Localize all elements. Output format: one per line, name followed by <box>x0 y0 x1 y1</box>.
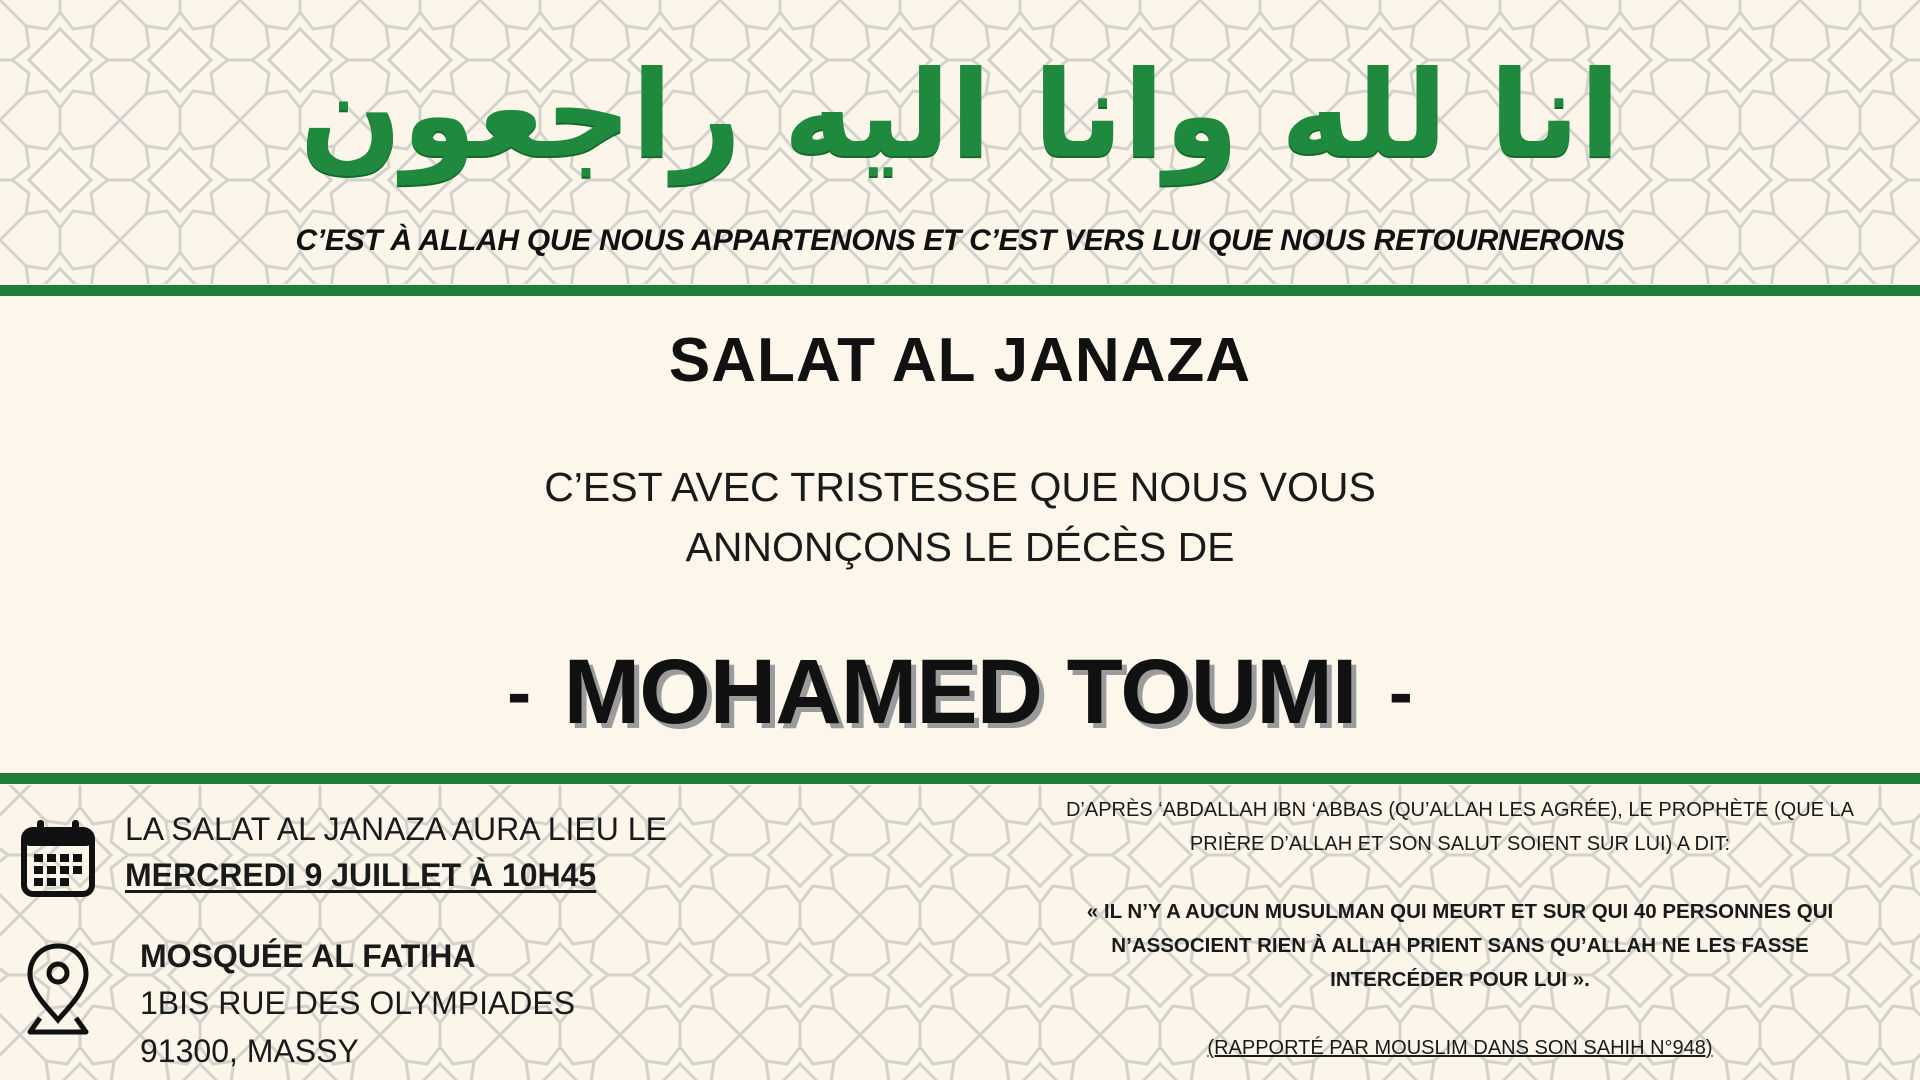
hadith-block <box>1050 794 1870 1080</box>
announcement-line-2: ANNONÇONS LE DÉCÈS DE <box>685 524 1235 570</box>
top-green-divider <box>0 285 1920 296</box>
calligraphy-text: انا لله وانا اليه راجعون <box>299 45 1621 185</box>
hadith-intro-line-1: D’APRÈS ‘ABDALLAH IBN ‘ABBAS (QU’ALLAH LES AGRÉE), LE PROPHÈTE (QUE LA <box>1065 799 1855 821</box>
page-title: SALAT AL JANAZA <box>668 326 1252 395</box>
hadith-quote-line-1: « IL N’Y A AUCUN MUSULMAN QUI MEURT ET SUR QUI 40 PERSONNES QUI <box>1086 900 1834 923</box>
deceased-name-row <box>0 640 1920 745</box>
announcement-line-1: C’EST AVEC TRISTESSE QUE NOUS VOUS <box>544 464 1376 510</box>
event-intro: LA SALAT AL JANAZA AURA LIEU LE <box>125 811 667 847</box>
hadith-quote-line-3: INTERCÉDER POUR LUI ». <box>1330 968 1590 991</box>
deceased-name: MOHAMED TOUMI <box>563 641 1357 743</box>
calendar-icon <box>20 818 96 903</box>
location-pin-icon <box>26 942 90 1043</box>
address-line-1: 1BIS RUE DES OLYMPIADES <box>140 985 576 1021</box>
event-datetime: MERCREDI 9 JUILLET À 10H45 <box>125 857 597 893</box>
name-dash-right: - <box>1388 652 1413 733</box>
calligraphy-translation: C’EST À ALLAH QUE NOUS APPARTENONS ET C’EST VERS LUI QUE NOUS RETOURNERONS <box>295 224 1625 257</box>
hadith-source: (RAPPORTÉ PAR MOUSLIM DANS SON SAHIH N°948) <box>1207 1037 1713 1059</box>
mosque-name: MOSQUÉE AL FATIHA <box>140 938 476 974</box>
hadith-quote-line-2: N’ASSOCIENT RIEN À ALLAH PRIENT SANS QU’ALLAH NE LES FASSE <box>1111 934 1809 957</box>
arabic-calligraphy <box>299 10 1621 220</box>
bottom-green-divider <box>0 773 1920 784</box>
name-dash-left: - <box>507 652 532 733</box>
hadith-intro-line-2: PRIÈRE D’ALLAH ET SON SALUT SOIENT SUR LUI) A DIT: <box>1189 833 1731 855</box>
address-line-2: 91300, MASSY <box>140 1033 359 1069</box>
event-details <box>0 800 800 1080</box>
